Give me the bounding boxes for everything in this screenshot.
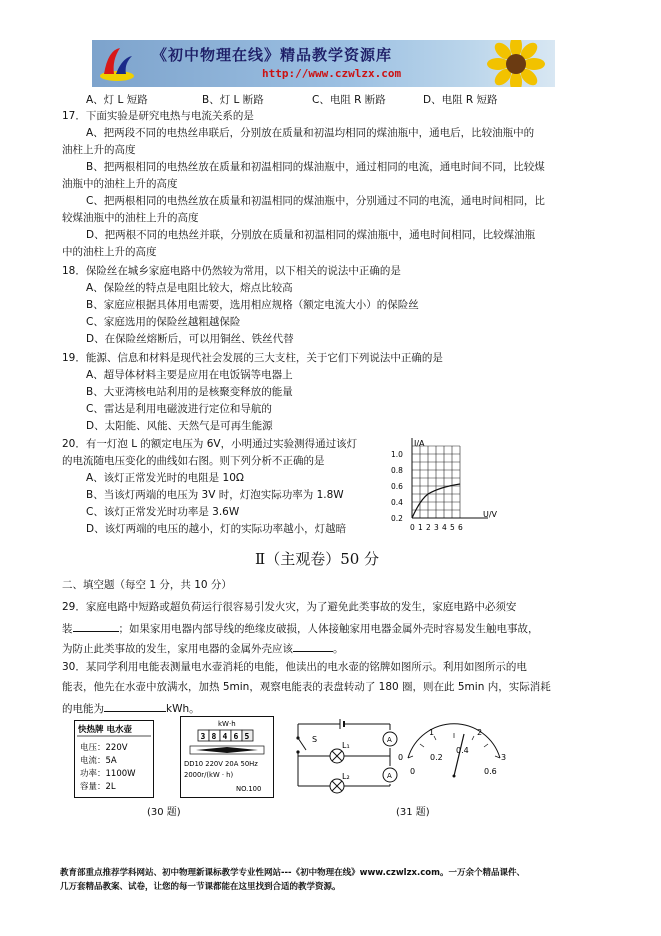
q29-line2 [62, 621, 539, 636]
q20-stem-line2: 的电流随电压变化的曲线如右图。则下列分析不正确的是 [62, 455, 325, 467]
switch-label: S [312, 735, 318, 744]
banner-url[interactable]: http://www.czwlzx.com [262, 67, 402, 80]
y-tick: 1.0 [391, 450, 403, 459]
dial-bottom-1: 0.2 [430, 753, 443, 762]
y-tick: 0.2 [391, 514, 403, 523]
section-heading: 二、填空题（每空 1 分，共 10 分） [62, 579, 232, 591]
ammeter2-label: A [387, 772, 392, 780]
q29-blank-1[interactable] [73, 621, 119, 632]
y-tick: 0.4 [391, 498, 403, 507]
q19-option-d: D、太阳能、风能、天然气是可再生能源 [86, 420, 273, 432]
meter-digit: 6 [233, 732, 239, 741]
meter-no: NO.100 [236, 785, 262, 793]
circuit-diagram [290, 716, 400, 798]
q29-text-b: ；如果家用电器内部导线的绝缘皮破损，人体接触家用电器金属外壳时容易发生触电事故， [118, 623, 539, 635]
q16-option-d: D、电阻 R 短路 [423, 94, 498, 106]
meter-unit: kW·h [218, 720, 236, 728]
q19-option-c: C、雷达是利用电磁波进行定位和导航的 [86, 403, 272, 415]
y-tick: 0.8 [391, 466, 403, 475]
q18-option-a: A、保险丝的特点是电阻比较大，熔点比较高 [86, 282, 293, 294]
q19-stem: 19．能源、信息和材料是现代社会发展的三大支柱，关于它们下列说法中正确的是 [62, 352, 443, 364]
q17-option-c-cont: 较煤油瓶中的油柱上升的高度 [62, 212, 199, 224]
nameplate-capacity: 容量：2L [80, 782, 116, 792]
lamp2-label: L₂ [342, 772, 350, 781]
caption-fig30: (30 题) [147, 807, 181, 818]
q29-text-d: 。 [333, 643, 344, 655]
x-tick: 5 [450, 523, 455, 532]
banner-title: 《初中物理在线》精品教学资源库 [152, 46, 393, 64]
q18-option-c: C、家庭选用的保险丝越粗越保险 [86, 316, 241, 328]
meter-digit: 3 [200, 732, 206, 741]
q30-text-a: 的电能为 [62, 703, 104, 715]
meter-digit: 5 [244, 732, 250, 741]
sunflower-icon [481, 40, 551, 87]
x-tick: 1 [418, 523, 423, 532]
q19-option-b: B、大亚湾核电站利用的是核聚变释放的能量 [86, 386, 293, 398]
meter-digit: 4 [222, 732, 228, 741]
footer-line2: 几万套精品教案、试卷，让您的每一节课都能在这里找到合适的教学资源。 [60, 882, 341, 892]
q16-option-a: A、灯 L 短路 [86, 94, 148, 106]
q17-option-a: A、把两段不同的电热丝串联后，分别放在质量和初温均相同的煤油瓶中，通电后，比较油瓶中的 [86, 127, 535, 139]
dial-top-3: 3 [501, 753, 507, 762]
q17-option-c: C、把两根相同的电热丝放在质量和初温相同的煤油瓶中，分别通过不同的电流，通电时间相同，比 [86, 195, 545, 207]
q17-option-b: B、把两根相同的电热丝放在质量和初温相同的煤油瓶中，通过相同的电流，通电时间不同，比较煤 [86, 161, 545, 173]
ammeter1-label: A [387, 736, 392, 744]
q18-option-d: D、在保险丝熔断后，可以用铜丝、铁丝代替 [86, 333, 294, 345]
site-banner [92, 40, 555, 87]
dial-top-0: 0 [398, 753, 404, 762]
q20-option-d: D、该灯两端的电压的越小，灯的实际功率越小，灯越暗 [86, 523, 347, 535]
q30-line3 [62, 701, 200, 716]
q18-stem: 18．保险丝在城乡家庭电路中仍然较为常用，以下相关的说法中正确的是 [62, 265, 401, 277]
q29-blank-2[interactable] [293, 641, 333, 652]
q30-text-b: kWh。 [166, 703, 200, 715]
site-logo-icon [98, 46, 136, 82]
graph-xlabel: U/V [483, 510, 498, 519]
nameplate-current: 电流：5A [80, 756, 117, 766]
kettle-nameplate [74, 720, 154, 798]
q17-option-b-cont: 油瓶中的油柱上升的高度 [62, 178, 178, 190]
nameplate-voltage: 电压：220V [80, 743, 128, 753]
q16-option-c: C、电阻 R 断路 [312, 94, 386, 106]
q30-blank[interactable] [104, 701, 166, 712]
electric-meter [180, 716, 274, 798]
x-tick: 0 [410, 523, 415, 532]
q30-line2: 能表，他先在水壶中放满水，加热 5min，观察电能表的表盘转动了 180 圈，则在此 5min 内，实际消耗 [62, 681, 551, 693]
q29-line1: 29．家庭电路中短路或超负荷运行很容易引发火灾，为了避免此类事故的发生，家庭电路中必须安 [62, 601, 517, 613]
x-tick: 3 [434, 523, 439, 532]
dial-top-2: 2 [477, 728, 483, 737]
dial-top-1: 1 [429, 728, 435, 737]
q16-option-b: B、灯 L 断路 [202, 94, 264, 106]
ammeter-dial [398, 722, 510, 778]
nameplate-title: 快热牌 电水壶 [78, 725, 132, 735]
iu-graph [388, 436, 504, 536]
switch-blade [298, 738, 306, 750]
q29-text-c: 为防止此类事故的发生，家用电器的金属外壳应该 [62, 643, 293, 655]
q20-option-c: C、该灯正常发光时功率是 3.6W [86, 506, 240, 518]
q30-line1: 30．某同学利用电能表测量电水壶消耗的电能，他读出的电水壶的铭牌如图所示。利用如图所示的电 [62, 661, 527, 673]
q18-option-b: B、家庭应根据具体用电需要，选用相应规格（额定电流大小）的保险丝 [86, 299, 419, 311]
meter-rev: 2000r/(kW · h) [184, 771, 234, 779]
q17-option-d: D、把两根不同的电热丝并联，分别放在质量和初温相同的煤油瓶中，通电时间相同，比较煤油瓶 [86, 229, 536, 241]
dial-pointer [454, 734, 464, 776]
page-footer [60, 866, 525, 894]
meter-spec: DD10 220V 20A 50Hz [184, 760, 258, 768]
q17-option-d-cont: 中的油柱上升的高度 [62, 246, 157, 258]
q20-option-a: A、该灯正常发光时的电阻是 10Ω [86, 472, 244, 484]
dial-bottom-0: 0 [410, 767, 416, 776]
nameplate-power: 功率：1100W [80, 769, 136, 779]
footer-line1: 教育部重点推荐学科网站、初中物理新课标教学专业性网站---《初中物理在线》www.czwlzx.com。一万余个精品课件、 [60, 868, 525, 878]
q29-line3 [62, 641, 344, 656]
q20-stem-line1: 20．有一灯泡 L 的额定电压为 6V，小明通过实验测得通过该灯 [62, 438, 358, 450]
dial-bottom-2: 0.4 [456, 746, 469, 755]
section-title: Ⅱ（主观卷）50 分 [255, 550, 380, 568]
lamp1-label: L₁ [342, 741, 350, 750]
x-tick: 4 [442, 523, 447, 532]
caption-fig31: (31 题) [396, 807, 430, 818]
x-tick: 2 [426, 523, 431, 532]
y-tick: 0.6 [391, 482, 403, 491]
x-tick: 6 [458, 523, 463, 532]
meter-digit: 8 [211, 732, 217, 741]
q20-option-b: B、当该灯两端的电压为 3V 时，灯泡实际功率为 1.8W [86, 489, 344, 501]
graph-ylabel: I/A [414, 439, 425, 448]
q19-option-a: A、超导体材料主要是应用在电饭锅等电器上 [86, 369, 293, 381]
q17-option-a-cont: 油柱上升的高度 [62, 144, 136, 156]
q17-stem: 17．下面实验是研究电热与电流关系的是 [62, 110, 254, 122]
q29-text-a: 装 [62, 623, 73, 635]
dial-bottom-3: 0.6 [484, 767, 497, 776]
